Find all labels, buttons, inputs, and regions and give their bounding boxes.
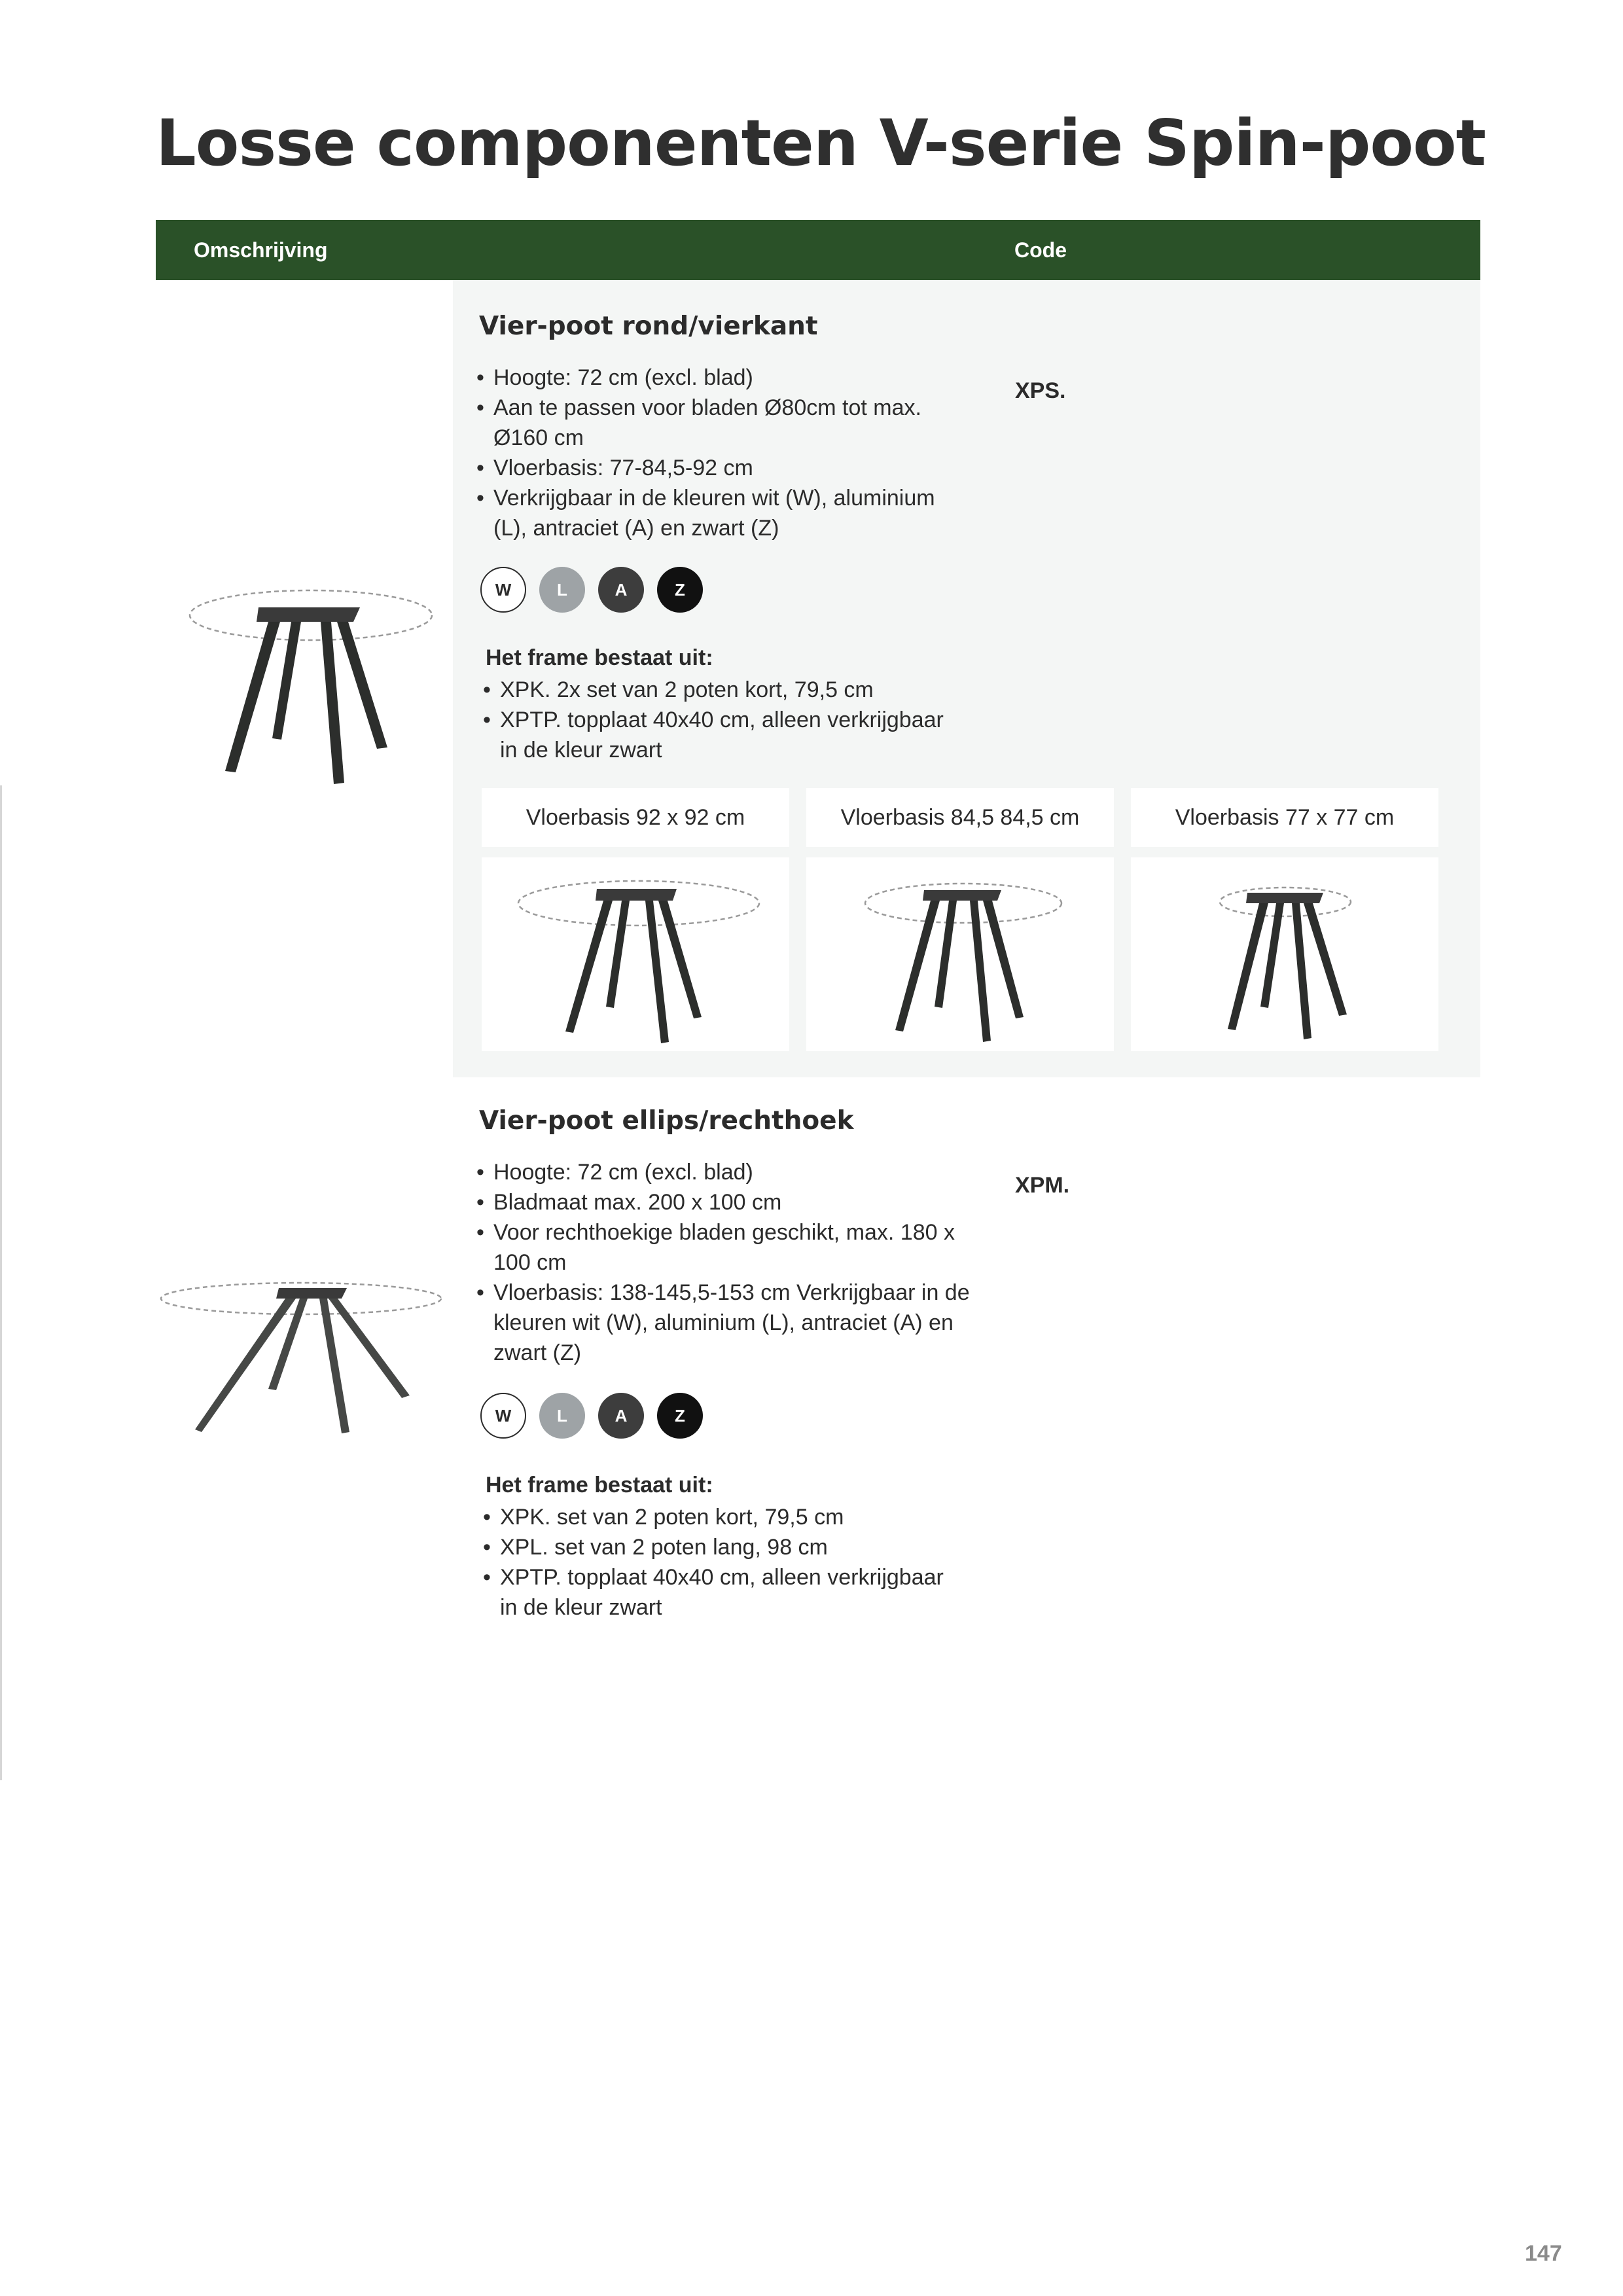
swatch-anthracite: A	[598, 567, 644, 613]
spec-item: • Hoogte: 72 cm (excl. blad)	[476, 1157, 974, 1187]
variant-label-92: Vloerbasis 92 x 92 cm	[482, 788, 789, 847]
product-1-frame-title: Het frame bestaat uit:	[486, 645, 713, 670]
header-description: Omschrijving	[194, 238, 328, 262]
product-1-specs	[476, 363, 974, 543]
variant-label-84-5: Vloerbasis 84,5 84,5 cm	[806, 788, 1114, 847]
product-2-code: XPM.	[1015, 1173, 1070, 1198]
page-title: Losse componenten V-serie Spin-poot	[156, 106, 1486, 180]
header-code: Code	[1014, 238, 1067, 262]
product-2-specs	[476, 1157, 974, 1368]
page-number: 147	[1525, 2241, 1562, 2266]
variant-image-92	[482, 857, 789, 1051]
product-2-image	[157, 1270, 452, 1440]
swatch-aluminium: L	[539, 567, 585, 613]
variant-image-84-5	[806, 857, 1114, 1051]
page-edge-line	[0, 785, 2, 1780]
swatch-black: Z	[657, 567, 703, 613]
swatch-aluminium: L	[539, 1393, 585, 1439]
spec-item: • Voor rechthoekige bladen geschikt, max. 180 x 100 cm	[476, 1217, 974, 1278]
swatch-black: Z	[657, 1393, 703, 1439]
product-2-frame-list	[483, 1502, 954, 1623]
frame-item: • XPK. set van 2 poten kort, 79,5 cm	[483, 1502, 954, 1532]
frame-item: • XPK. 2x set van 2 poten kort, 79,5 cm	[483, 675, 954, 705]
frame-item: • XPTP. topplaat 40x40 cm, alleen verkrijgbaar in de kleur zwart	[483, 705, 954, 765]
product-2-title: Vier-poot ellips/rechthoek	[479, 1106, 854, 1136]
swatch-anthracite: A	[598, 1393, 644, 1439]
product-1-code: XPS.	[1015, 378, 1066, 403]
variant-label-77: Vloerbasis 77 x 77 cm	[1131, 788, 1438, 847]
spec-item: • Aan te passen voor bladen Ø80cm tot max. Ø160 cm	[476, 393, 974, 453]
product-2-frame-title: Het frame bestaat uit:	[486, 1473, 713, 1498]
swatch-white: W	[480, 567, 526, 613]
product-1-image	[183, 576, 438, 792]
table-header	[156, 220, 1480, 280]
spec-item: • Hoogte: 72 cm (excl. blad)	[476, 363, 974, 393]
frame-item: • XPL. set van 2 poten lang, 98 cm	[483, 1532, 954, 1562]
product-1-frame-list	[483, 675, 954, 765]
spec-item: • Bladmaat max. 200 x 100 cm	[476, 1187, 974, 1217]
product-1-title: Vier-poot rond/vierkant	[479, 312, 818, 341]
spec-item: • Verkrijgbaar in de kleuren wit (W), aluminium (L), antraciet (A) en zwart (Z)	[476, 483, 974, 543]
variant-image-77	[1131, 857, 1438, 1051]
frame-item: • XPTP. topplaat 40x40 cm, alleen verkrijgbaar in de kleur zwart	[483, 1562, 954, 1623]
swatch-white: W	[480, 1393, 526, 1439]
spec-item: • Vloerbasis: 77-84,5-92 cm	[476, 453, 974, 483]
spec-item: • Vloerbasis: 138-145,5-153 cm Verkrijgbaar in de kleuren wit (W), aluminium (L), antraciet (A) en zwart (Z)	[476, 1278, 974, 1368]
